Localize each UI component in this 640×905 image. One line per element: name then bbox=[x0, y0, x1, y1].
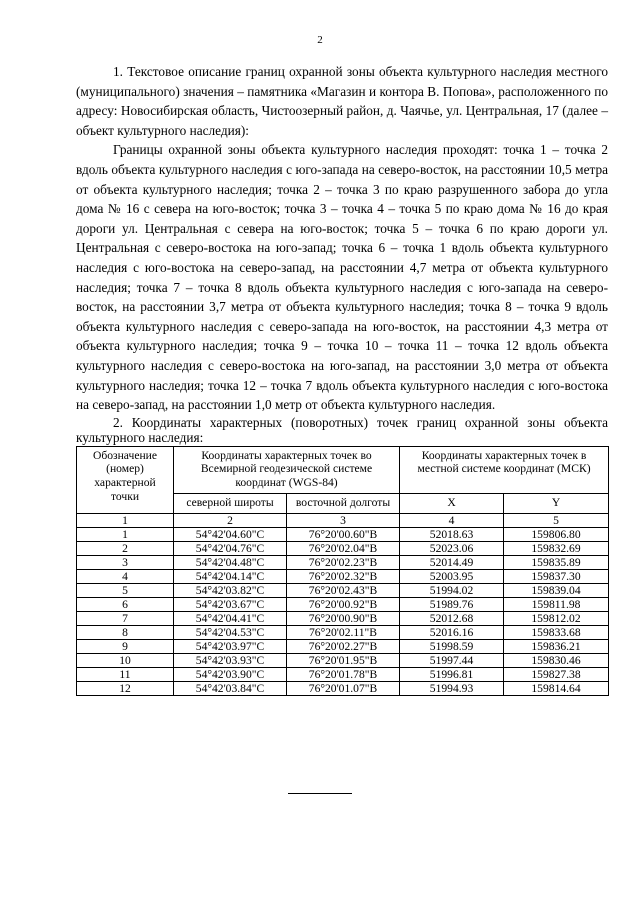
point-number-cell: 4 bbox=[77, 569, 174, 583]
column-number: 5 bbox=[504, 513, 609, 527]
header-point-label: Обозначение (номер) характерной точки bbox=[77, 446, 174, 513]
point-number-cell: 7 bbox=[77, 611, 174, 625]
y-cell: 159837.30 bbox=[504, 569, 609, 583]
point-number-cell: 11 bbox=[77, 667, 174, 681]
column-number-row bbox=[77, 513, 609, 527]
y-cell: 159830.46 bbox=[504, 653, 609, 667]
y-cell: 159832.69 bbox=[504, 541, 609, 555]
page-number: 2 bbox=[317, 34, 323, 46]
table-row bbox=[77, 667, 609, 681]
point-number-cell: 3 bbox=[77, 555, 174, 569]
table-header-row bbox=[77, 446, 609, 493]
table-row bbox=[77, 639, 609, 653]
point-number-cell: 12 bbox=[77, 681, 174, 695]
y-cell: 159806.80 bbox=[504, 527, 609, 541]
point-number-cell: 5 bbox=[77, 583, 174, 597]
point-number-cell: 10 bbox=[77, 653, 174, 667]
table-row bbox=[77, 527, 609, 541]
longitude-cell: 76°20'00.90"В bbox=[287, 611, 400, 625]
paragraph-description: 1. Текстовое описание границ охранной зоны объекта культурного наследия местного (муниципального) значения – памятника «Магазин и контора В. Попова», расположенного по адресу: Новосибирская область, Чистоозерный район, д. Чаячье, ул. Центральная, 17 (далее – объект культурного наследия): bbox=[76, 64, 608, 138]
longitude-cell: 76°20'02.11"В bbox=[287, 625, 400, 639]
x-cell: 51997.44 bbox=[400, 653, 504, 667]
latitude-cell: 54°42'03.93"С bbox=[174, 653, 287, 667]
y-cell: 159836.21 bbox=[504, 639, 609, 653]
x-cell: 52023.06 bbox=[400, 541, 504, 555]
column-number: 3 bbox=[287, 513, 400, 527]
longitude-cell: 76°20'02.32"В bbox=[287, 569, 400, 583]
table-row bbox=[77, 681, 609, 695]
y-cell: 159833.68 bbox=[504, 625, 609, 639]
latitude-cell: 54°42'04.48"С bbox=[174, 555, 287, 569]
latitude-cell: 54°42'03.82"С bbox=[174, 583, 287, 597]
y-cell: 159812.02 bbox=[504, 611, 609, 625]
x-cell: 52003.95 bbox=[400, 569, 504, 583]
table-row bbox=[77, 583, 609, 597]
x-cell: 52016.16 bbox=[400, 625, 504, 639]
x-cell: 52012.68 bbox=[400, 611, 504, 625]
header-wgs-group: Координаты характерных точек во Всемирной геодезической системе координат (WGS-84) bbox=[174, 446, 400, 493]
point-number-cell: 2 bbox=[77, 541, 174, 555]
point-number-cell: 9 bbox=[77, 639, 174, 653]
longitude-cell: 76°20'01.78"В bbox=[287, 667, 400, 681]
y-cell: 159835.89 bbox=[504, 555, 609, 569]
latitude-cell: 54°42'04.76"С bbox=[174, 541, 287, 555]
y-cell: 159814.64 bbox=[504, 681, 609, 695]
header-longitude: восточной долготы bbox=[287, 494, 400, 514]
latitude-cell: 54°42'03.67"С bbox=[174, 597, 287, 611]
latitude-cell: 54°42'03.97"С bbox=[174, 639, 287, 653]
x-cell: 52018.63 bbox=[400, 527, 504, 541]
longitude-cell: 76°20'02.23"В bbox=[287, 555, 400, 569]
x-cell: 51994.02 bbox=[400, 583, 504, 597]
longitude-cell: 76°20'01.07"В bbox=[287, 681, 400, 695]
x-cell: 51998.59 bbox=[400, 639, 504, 653]
table-row bbox=[77, 569, 609, 583]
longitude-cell: 76°20'02.27"В bbox=[287, 639, 400, 653]
latitude-cell: 54°42'04.60"С bbox=[174, 527, 287, 541]
table-row bbox=[77, 611, 609, 625]
y-cell: 159827.38 bbox=[504, 667, 609, 681]
longitude-cell: 76°20'01.95"В bbox=[287, 653, 400, 667]
table-row bbox=[77, 555, 609, 569]
table-row bbox=[77, 653, 609, 667]
y-cell: 159811.98 bbox=[504, 597, 609, 611]
latitude-cell: 54°42'03.90"С bbox=[174, 667, 287, 681]
table-heading: 2. Координаты характерных (поворотных) точек границ охранной зоны объекта культурного наследия: bbox=[76, 414, 608, 445]
table-row bbox=[77, 597, 609, 611]
y-cell: 159839.04 bbox=[504, 583, 609, 597]
coordinates-table bbox=[76, 446, 609, 696]
column-number: 4 bbox=[400, 513, 504, 527]
point-number-cell: 8 bbox=[77, 625, 174, 639]
header-msk-group: Координаты характерных точек в местной системе координат (МСК) bbox=[400, 446, 609, 493]
latitude-cell: 54°42'04.41"С bbox=[174, 611, 287, 625]
latitude-cell: 54°42'04.53"С bbox=[174, 625, 287, 639]
x-cell: 51994.93 bbox=[400, 681, 504, 695]
x-cell: 52014.49 bbox=[400, 555, 504, 569]
latitude-cell: 54°42'03.84"С bbox=[174, 681, 287, 695]
column-number: 1 bbox=[77, 513, 174, 527]
header-y: Y bbox=[504, 494, 609, 514]
x-cell: 51989.76 bbox=[400, 597, 504, 611]
x-cell: 51996.81 bbox=[400, 667, 504, 681]
table-row bbox=[77, 625, 609, 639]
longitude-cell: 76°20'00.92"В bbox=[287, 597, 400, 611]
header-x: X bbox=[400, 494, 504, 514]
longitude-cell: 76°20'02.04"В bbox=[287, 541, 400, 555]
column-number: 2 bbox=[174, 513, 287, 527]
latitude-cell: 54°42'04.14"С bbox=[174, 569, 287, 583]
longitude-cell: 76°20'02.43"В bbox=[287, 583, 400, 597]
header-latitude: северной широты bbox=[174, 494, 287, 514]
point-number-cell: 6 bbox=[77, 597, 174, 611]
point-number-cell: 1 bbox=[77, 527, 174, 541]
end-separator-line bbox=[288, 793, 352, 794]
paragraph-boundaries: Границы охранной зоны объекта культурного наследия проходят: точка 1 – точка 2 вдоль объекта культурного наследия с юго-запада на северо-восток, на расстоянии 10,5 метра от объекта культурного наследия; точка 2 – точка 3 по краю разрушенного забора до угла дома № 16 с севера на юго-восток; точка 3 – точка 4 – точка 5 по краю дома № 16 до края дороги ул. Центральная с севера на юго-восток; точка 5 – точка 6 по краю дороги ул. Центральная с северо-востока на юго-запад; точка 6 – точка 1 вдоль объекта культурного наследия с юго-востока на северо-запад, на расстоянии 4,7 метра от объекта культурного наследия; точка 7 – точка 8 вдоль объекта культурного наследия с юго-запада на северо-восток, на расстоянии 3,7 метра от объекта культурного наследия; точка 8 – точка 9 вдоль объекта культурного наследия с северо-запада на юго-восток, на расстоянии 4,3 метра от объекта культурного наследия; точка 9 – точка 10 – точка 11 – точка 12 вдоль объекта культурного наследия с северо-востока на юго-запад, на расстоянии 3,0 метра от объекта культурного наследия; точка 12 – точка 7 вдоль объекта культурного наследия с юго-востока на северо-запад, на расстоянии 1,0 метр от объекта культурного наследия. bbox=[76, 142, 608, 413]
document-body bbox=[76, 62, 608, 696]
table-row bbox=[77, 541, 609, 555]
longitude-cell: 76°20'00.60"В bbox=[287, 527, 400, 541]
